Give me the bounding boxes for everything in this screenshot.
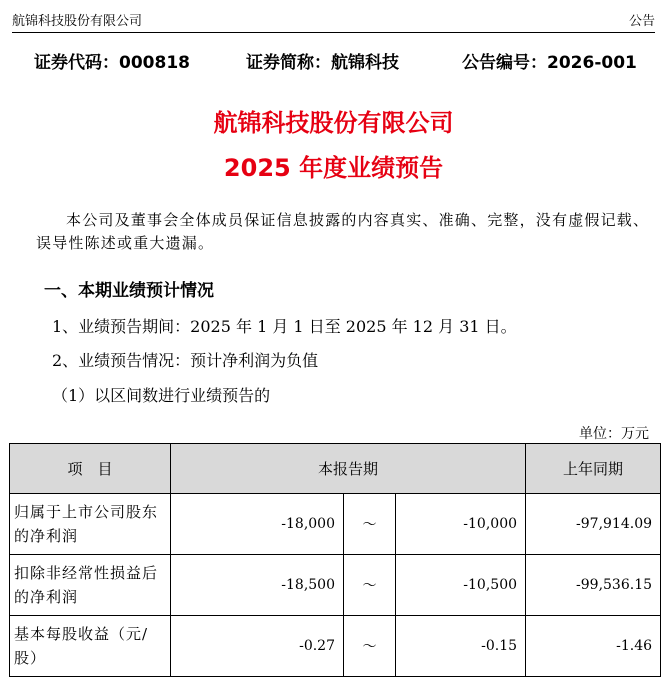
announcement-number: 公告编号：2026-001 bbox=[462, 53, 637, 73]
row-label: 扣除非经常性损益后的净利润 bbox=[10, 555, 171, 616]
range-high: -10,000 bbox=[396, 494, 526, 555]
disclaimer-paragraph: 本公司及董事会全体成员保证信息披露的内容真实、准确、完整，没有虚假记载、误导性陈述或重大遗漏。 bbox=[36, 211, 650, 252]
document-title-subject: 2025 年度业绩预告 bbox=[223, 154, 444, 182]
forecast-period: 1、业绩预告期间：2025 年 1 月 1 日至 2025 年 12 月 31 日。 bbox=[52, 317, 517, 336]
range-low: -18,000 bbox=[171, 494, 344, 555]
section-heading: 一、本期业绩预计情况 bbox=[44, 281, 214, 301]
table-row bbox=[10, 555, 661, 616]
range-high: -0.15 bbox=[396, 616, 526, 677]
header-current-period: 本报告期 bbox=[171, 444, 526, 494]
unit-label: 单位：万元 bbox=[579, 426, 649, 442]
row-label: 基本每股收益（元/股） bbox=[10, 616, 171, 677]
header-item: 项 目 bbox=[10, 444, 171, 494]
prior-value: -99,536.15 bbox=[526, 555, 661, 616]
table-header-row bbox=[10, 444, 661, 494]
row-label: 归属于上市公司股东的净利润 bbox=[10, 494, 171, 555]
range-separator: ～ bbox=[344, 494, 396, 555]
range-high: -10,500 bbox=[396, 555, 526, 616]
range-separator: ～ bbox=[344, 616, 396, 677]
table-row bbox=[10, 494, 661, 555]
forecast-method: （1）以区间数进行业绩预告的 bbox=[52, 386, 271, 405]
prior-value: -97,914.09 bbox=[526, 494, 661, 555]
range-low: -18,500 bbox=[171, 555, 344, 616]
header-prior-period: 上年同期 bbox=[526, 444, 661, 494]
range-separator: ～ bbox=[344, 555, 396, 616]
table-row bbox=[10, 616, 661, 677]
stock-short-name: 证券简称：航锦科技 bbox=[246, 53, 399, 73]
range-low: -0.27 bbox=[171, 616, 344, 677]
forecast-status: 2、业绩预告情况：预计净利润为负值 bbox=[52, 351, 319, 370]
document-title-company: 航锦科技股份有限公司 bbox=[213, 109, 454, 137]
prior-value: -1.46 bbox=[526, 616, 661, 677]
stock-code: 证券代码：000818 bbox=[34, 53, 190, 73]
header-document-type: 公告 bbox=[628, 14, 655, 29]
header-company-name: 航锦科技股份有限公司 bbox=[12, 14, 143, 29]
securities-info-bar bbox=[12, 48, 655, 72]
page-header bbox=[12, 10, 655, 33]
forecast-table bbox=[9, 443, 661, 677]
